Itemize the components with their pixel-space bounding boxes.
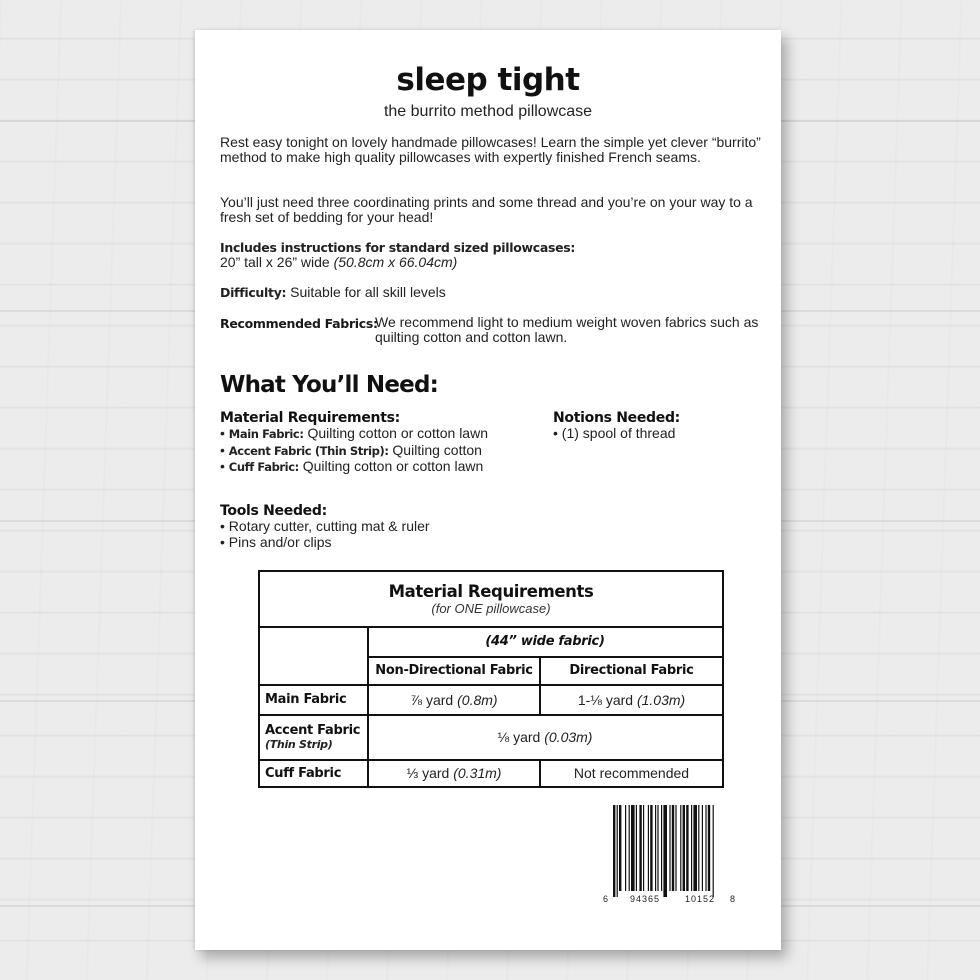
tool-item: • Rotary cutter, cutting mat & ruler (220, 518, 430, 534)
material-requirements-table (258, 570, 724, 788)
table-title-cell (260, 572, 722, 626)
tools-heading: Tools Needed: (220, 503, 327, 519)
fabric-width-header: (44” wide fabric) (485, 634, 605, 649)
barcode-bar (650, 805, 652, 891)
accent-value (368, 715, 722, 759)
barcode-bar (686, 805, 688, 891)
barcode-bar (619, 805, 621, 891)
barcode-bar (617, 805, 618, 897)
recommended-label: Recommended Fabrics: (220, 316, 378, 331)
table-rule (539, 760, 541, 786)
intro-paragraph-2: You’ll just need three coordinating prints and some thread and you’re on your way to a fresh set of bedding for your head! (220, 194, 753, 225)
table-title: Material Requirements (388, 582, 594, 601)
barcode-bar (683, 805, 685, 891)
material-item-value: Quilting cotton or cotton lawn (302, 458, 484, 474)
tool-item: • Pins and/or clips (220, 533, 332, 550)
difficulty-label: Difficulty: (220, 285, 287, 300)
barcode-group-1: 94365 (630, 894, 661, 904)
notions-heading: Notions Needed: (553, 410, 680, 426)
barcode-bar (657, 805, 658, 891)
includes-size-text: 20” tall x 26” wide (220, 254, 330, 270)
barcode-bar (655, 805, 656, 891)
accent-metric: (0.03m) (544, 729, 593, 745)
barcode-bar (639, 805, 641, 891)
barcode-bar (713, 805, 714, 897)
barcode-bar (648, 805, 649, 891)
barcode-bar (672, 805, 674, 891)
barcode-bar (663, 805, 667, 897)
tool-item-text: Pins and/or clips (228, 533, 332, 550)
cuff-nondir-amount: ⅓ yard (406, 765, 450, 781)
barcode-bar (636, 805, 637, 891)
barcode-bar (698, 805, 699, 891)
table-subtitle: (for ONE pillowcase) (431, 601, 551, 616)
row-label-accent-fabric (260, 715, 367, 759)
main-directional-value (541, 685, 722, 714)
main-nondir-amount: ⅞ yard (410, 691, 454, 708)
row-label-main-fabric: Main Fabric (265, 692, 347, 707)
col-header-nondirectional: Non-Directional Fabric (375, 663, 533, 678)
barcode-bar (691, 805, 692, 891)
accent-sublabel: (Thin Strip) (265, 738, 333, 751)
intro-paragraph-1: Rest easy tonight on lovely handmade pillowcases! Learn the simple yet clever “burrito” method to make high quality pillowcases with expertly finished French seams. (220, 134, 761, 165)
material-item-value: Quilting cotton (392, 441, 482, 458)
barcode-bar (675, 805, 676, 891)
table-rule (367, 627, 369, 786)
upc-barcode (613, 805, 745, 897)
cuff-nondir-metric: (0.31m) (453, 765, 502, 781)
barcode-group-2: 10152 (685, 894, 716, 904)
material-requirements-heading: Material Requirements: (220, 410, 400, 426)
difficulty-value: Suitable for all skill levels (290, 284, 446, 300)
barcode-bar (629, 805, 630, 891)
material-item-label: Accent Fabric (Thin Strip): (228, 443, 389, 458)
material-item-value: Quilting cotton or cotton lawn (307, 425, 488, 441)
material-requirements-list (220, 410, 530, 476)
barcode-bar (631, 805, 635, 891)
main-dir-metric: (1.03m) (636, 691, 686, 708)
material-item: • Cuff Fabric: Quilting cotton or cotton lawn (220, 458, 484, 474)
main-nondir-metric: (0.8m) (457, 691, 498, 708)
tools-list (220, 503, 540, 550)
material-item-label: Cuff Fabric: (228, 460, 299, 474)
barcode-digit-start: 6 (603, 894, 609, 904)
cuff-nondirectional-value (368, 760, 540, 786)
includes-size-metric: (50.8cm x 66.04cm) (333, 254, 458, 270)
barcode-bar (669, 805, 670, 891)
barcode-bar (705, 805, 706, 891)
row-label-cuff-fabric: Cuff Fabric (265, 765, 342, 781)
material-item-label: Main Fabric: (228, 427, 304, 441)
barcode-bar (708, 805, 710, 891)
barcode-bar (661, 805, 662, 891)
notion-item-text: (1) spool of thread (561, 425, 676, 441)
col-header-directional: Directional Fabric (569, 663, 694, 678)
page-title: sleep tight (396, 62, 580, 98)
cuff-directional-value: Not recommended (573, 765, 690, 781)
barcode-bar (702, 805, 703, 891)
includes-block (220, 240, 765, 270)
recommended-value: We recommend light to medium weight woven fabrics such as quilting cotton and cotton lawn. (375, 314, 759, 345)
tool-item-text: Rotary cutter, cutting mat & ruler (228, 518, 430, 534)
pattern-back-cover (195, 30, 781, 950)
includes-size (220, 255, 765, 270)
table-rule (539, 657, 541, 714)
what-youll-need-heading: What You’ll Need: (220, 372, 439, 398)
barcode-digit-end: 8 (730, 894, 736, 904)
difficulty-line (220, 285, 765, 300)
main-nondirectional-value (368, 685, 540, 714)
accent-label: Accent Fabric (265, 723, 361, 738)
accent-amount: ⅛ yard (497, 729, 541, 745)
material-item: • Accent Fabric (Thin Strip): Quilting cotton (220, 441, 482, 458)
notion-item: • (1) spool of thread (553, 425, 676, 441)
main-dir-amount: 1-⅛ yard (577, 691, 634, 708)
page-subtitle: the burrito method pillowcase (383, 103, 593, 120)
barcode-bar (693, 805, 697, 891)
material-item: • Main Fabric: Quilting cotton or cotton lawn (220, 425, 488, 441)
notions-list (553, 410, 763, 442)
barcode-bar (643, 805, 644, 891)
barcode-bar (625, 805, 626, 891)
barcode-bar (613, 805, 615, 897)
includes-label: Includes instructions for standard sized pillowcases: (220, 240, 576, 255)
barcode-bar (680, 805, 681, 891)
